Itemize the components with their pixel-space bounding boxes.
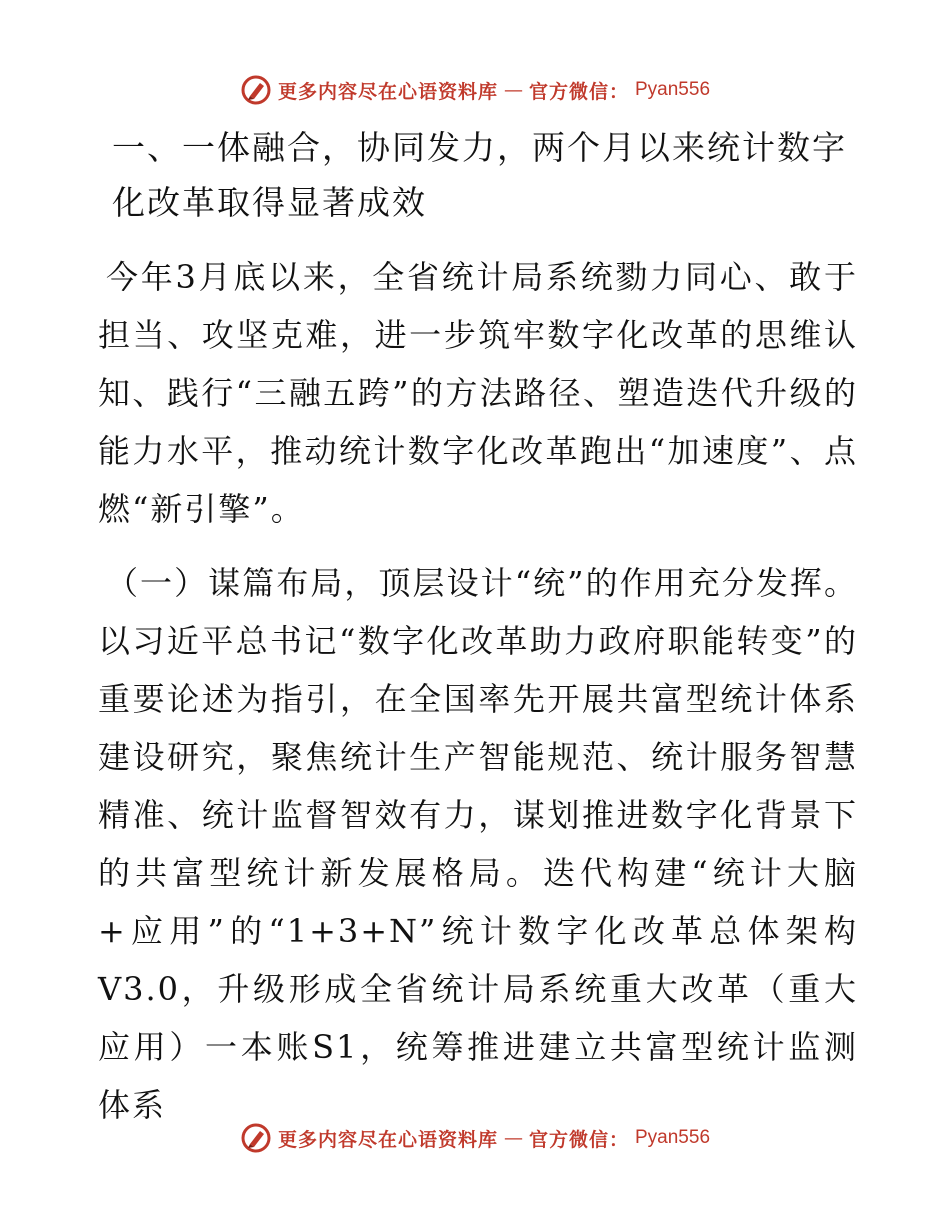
document-body: [98, 120, 858, 1134]
banner-official-label: 官方微信：: [528, 1128, 629, 1151]
banner-separator: —: [503, 1127, 523, 1149]
banner-site-name: 更多内容尽在心语资料库: [277, 1128, 498, 1151]
banner-site-name: 更多内容尽在心语资料库: [277, 80, 498, 103]
paragraph-intro: 今年3月底以来，全省统计局系统勠力同心、敢于担当、攻坚克难，进一步筑牢数字化改革的思维认知、践行“三融五跨”的方法路径、塑造迭代升级的能力水平，推动统计数字化改革跑出“加速度”、点燃“新引擎”。: [98, 258, 858, 528]
pen-logo-icon: [240, 1122, 272, 1154]
banner-official-label: 官方微信：: [528, 80, 629, 103]
watermark-banner-bottom: [0, 1118, 950, 1158]
section-heading: 一、一体融合，协同发力，两个月以来统计数字化改革取得显著成效: [112, 128, 847, 222]
watermark-banner-top: [0, 70, 950, 110]
paragraph-subsection-one: （一）谋篇布局，顶层设计“统”的作用充分发挥。以习近平总书记“数字化改革助力政府职能转变”的重要论述为指引，在全国率先开展共富型统计体系建设研究，聚焦统计生产智能规范、统计服务智慧精准、统计监督智效有力，谋划推进数字化背景下的共富型统计新发展格局。迭代构建“统计大脑+应用”的“1+3+N”统计数字化改革总体架构V3.0，升级形成全省统计局系统重大改革（重大应用）一本账S1，统筹推进建立共富型统计监测体系: [98, 564, 858, 1124]
pen-logo-icon: [240, 74, 272, 106]
banner-wechat-id: Pyan556: [635, 1127, 711, 1148]
banner-wechat-id: Pyan556: [635, 79, 711, 100]
banner-separator: —: [503, 79, 523, 101]
